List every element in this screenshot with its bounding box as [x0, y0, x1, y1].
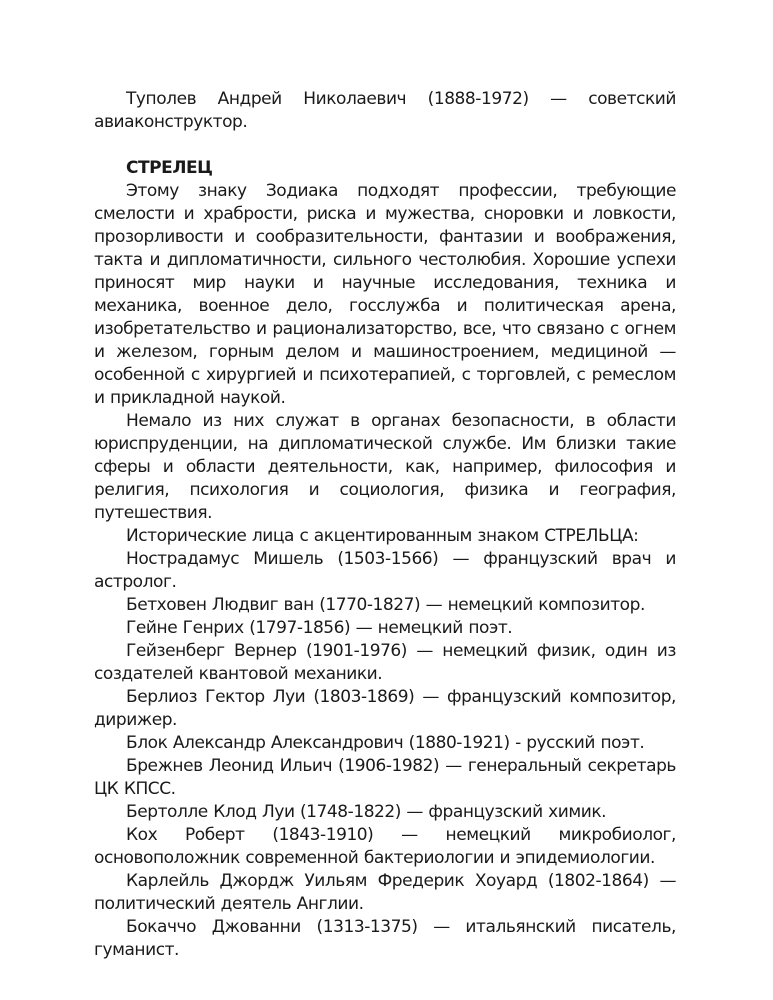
paragraph-boccaccio: Бокаччо Джованни (1313-1375) — итальянский писатель, гуманист.: [94, 917, 676, 960]
paragraph-heine: Гейне Генрих (1797-1856) — немецкий поэт.: [126, 618, 513, 638]
paragraph-beethoven: Бетховен Людвиг ван (1770-1827) — немецкий композитор.: [126, 595, 645, 615]
paragraph-nostradamus: Нострадамус Мишель (1503-1566) — французский врач и астролог.: [94, 549, 676, 592]
paragraph-brezhnev: Брежнев Леонид Ильич (1906-1982) — генеральный секретарь ЦК КПСС.: [94, 756, 676, 799]
paragraph-berthollet: Бертолле Клод Луи (1748-1822) — французский химик.: [126, 802, 607, 822]
paragraph-berlioz: Берлиоз Гектор Луи (1803-1869) — французский композитор, дирижер.: [94, 687, 676, 730]
paragraph-historical-intro: Исторические лица с акцентированным знаком СТРЕЛЬЦА:: [126, 526, 639, 546]
section-heading-sagittarius: СТРЕЛЕЦ: [126, 158, 213, 178]
paragraph-professions: Этому знаку Зодиака подходят профессии, требующие смелости и храбрости, риска и мужества, сноровки и ловкости, прозорливости и сообразительности, фантазии и воображения, такта и дипломатичности, сильного честолюбия. Хорошие успехи приносят мир науки и научные исследования, техника и механика, военное дело, госслужба и политическая арена, изобретательство и рационализаторство, все, что связано с огнем и железом, горным делом и машиностроением, медициной — особенной с хирургией и психотерапией, с торговлей, с ремеслом и прикладной наукой.: [94, 181, 676, 408]
document-page: [94, 88, 676, 962]
paragraph-tupolev: Туполев Андрей Николаевич (1888-1972) — советский авиаконструктор.: [94, 89, 676, 132]
paragraph-koch: Кох Роберт (1843-1910) — немецкий микробиолог, основоположник современной бактериологии и эпидемиологии.: [94, 825, 676, 868]
paragraph-heisenberg: Гейзенберг Вернер (1901-1976) — немецкий физик, один из создателей квантовой механики.: [94, 641, 676, 684]
paragraph-carlisle: Карлейль Джордж Уильям Фредерик Хоуард (1802-1864) — политический деятель Англии.: [94, 871, 676, 914]
paragraph-blok: Блок Александр Александрович (1880-1921) - русский поэт.: [126, 733, 645, 753]
paragraph-security-fields: Немало из них служат в органах безопасности, в области юриспруденции, на дипломатической службе. Им близки такие сферы и области деятельности, как, например, философия и религия, психология и социология, физика и география, путешествия.: [94, 411, 676, 523]
